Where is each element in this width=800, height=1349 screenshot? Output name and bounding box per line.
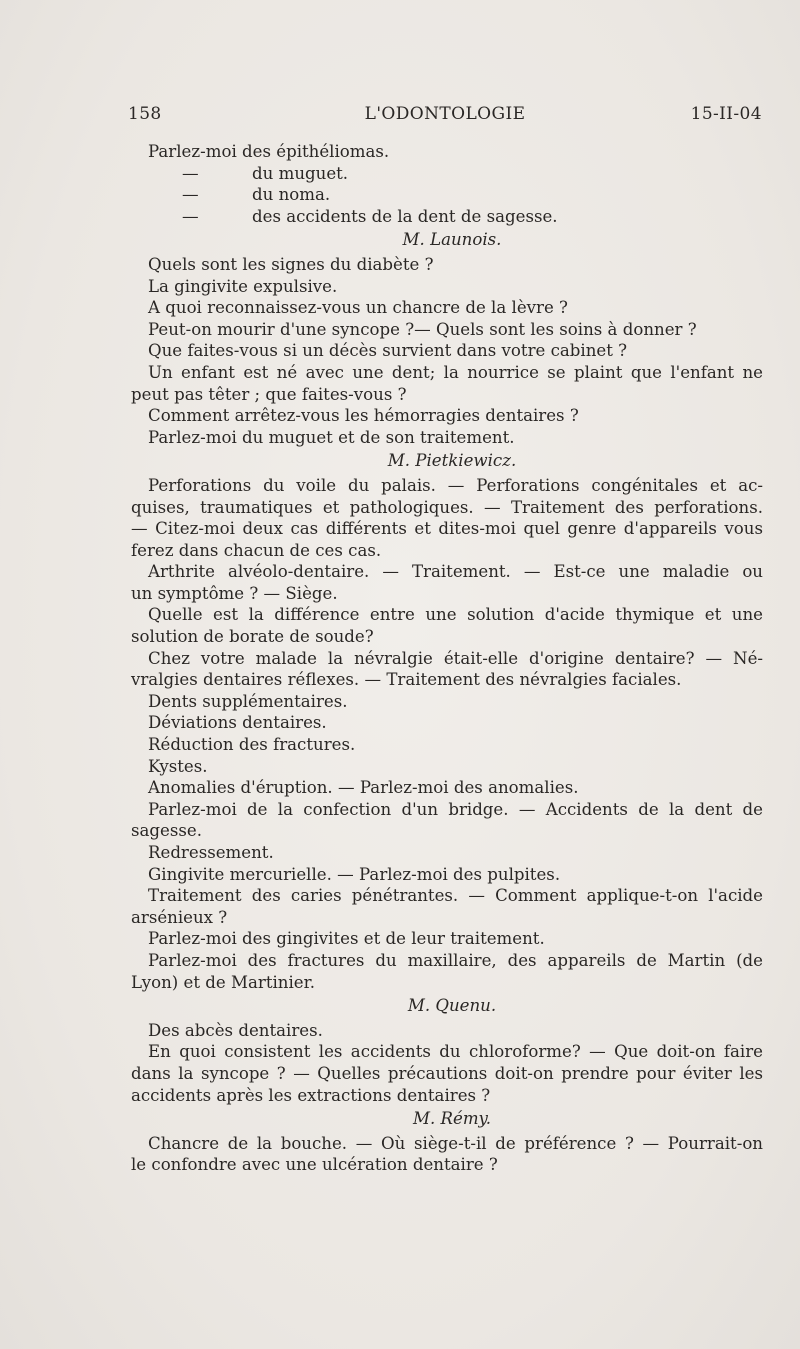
- question-line: Quels sont les signes du diabète ?: [148, 254, 434, 274]
- intro-dash-item: [131, 184, 763, 206]
- intro-dash-item: [131, 163, 763, 185]
- question-line: Réduction des fractures.: [148, 735, 356, 755]
- examiner-name: M. Launois.: [402, 230, 502, 250]
- question-line: ferez dans chacun de ces cas.: [131, 540, 382, 560]
- examiner-section: [131, 1108, 763, 1176]
- question-line: Parlez-moi de la confection d'un bridge. — Accidents de la dent de: [148, 799, 763, 819]
- question-line: accidents après les extractions dentaires ?: [131, 1085, 491, 1105]
- ditto-dash: —: [182, 206, 199, 226]
- question-line: Arthrite alvéolo-dentaire. — Traitement. — Est-ce une maladie ou: [148, 562, 763, 582]
- question-line: Peut-on mourir d'une syncope ?— Quels sont les soins à donner ?: [148, 319, 697, 339]
- intro-dash-item: [131, 206, 763, 228]
- intro-dash-text: du muguet.: [252, 163, 349, 183]
- journal-title: L'ODONTOLOGIE: [364, 104, 526, 124]
- ditto-dash: —: [182, 185, 199, 205]
- examiner-name: M. Quenu.: [407, 996, 497, 1016]
- ditto-dash: —: [182, 163, 199, 183]
- question-line: A quoi reconnaissez-vous un chancre de la lèvre ?: [148, 298, 568, 318]
- running-header: [128, 104, 762, 130]
- examiner-section: [131, 450, 763, 993]
- question-line: Dents supplémentaires.: [148, 691, 348, 711]
- question-line: vralgies dentaires réflexes. — Traitement des névralgies faciales.: [131, 670, 682, 690]
- examiner-name: M. Pietkiewicz.: [387, 451, 517, 471]
- question-line: Comment arrêtez-vous les hémorragies dentaires ?: [148, 406, 579, 426]
- page-body: [131, 141, 763, 1176]
- question-line: Traitement des caries pénétrantes. — Comment applique-t-on l'acide: [148, 886, 763, 906]
- question-line: Parlez-moi des gingivites et de leur traitement.: [148, 929, 545, 949]
- question-line: En quoi consistent les accidents du chloroforme? — Que doit-on faire: [148, 1042, 763, 1062]
- question-line: — Citez-moi deux cas différents et dites-moi quel genre d'appareils vous: [131, 519, 763, 539]
- question-line: quises, traumatiques et pathologiques. — Traitement des perforations.: [131, 497, 763, 517]
- question-line: sagesse.: [131, 821, 202, 841]
- question-line: Perforations du voile du palais. — Perforations congénitales et ac-: [148, 475, 763, 495]
- question-line: un symptôme ? — Siège.: [131, 583, 338, 603]
- issue-date: 15-II-04: [690, 104, 762, 124]
- question-line: Déviations dentaires.: [148, 713, 327, 733]
- question-line: Un enfant est né avec une dent; la nourrice se plaint que l'enfant ne: [148, 362, 763, 382]
- question-line: Parlez-moi des fractures du maxillaire, des appareils de Martin (de: [148, 950, 763, 970]
- examiner-name: M. Rémy.: [412, 1109, 492, 1129]
- examiner-section: [131, 229, 763, 448]
- question-line: Anomalies d'éruption. — Parlez-moi des anomalies.: [148, 778, 579, 798]
- question-line: solution de borate de soude?: [131, 627, 374, 647]
- question-line: Gingivite mercurielle. — Parlez-moi des pulpites.: [148, 864, 561, 884]
- question-line: arsénieux ?: [131, 907, 228, 927]
- examiner-section: [131, 995, 763, 1106]
- question-line: dans la syncope ? — Quelles précautions doit-on prendre pour éviter les: [131, 1063, 763, 1083]
- intro-dash-text: des accidents de la dent de sagesse.: [252, 206, 558, 226]
- page-number: 158: [128, 104, 162, 124]
- question-line: Chancre de la bouche. — Où siège-t-il de préférence ? — Pourrait-on: [148, 1133, 763, 1153]
- question-line: Kystes.: [148, 756, 208, 776]
- question-line: La gingivite expulsive.: [148, 276, 338, 296]
- question-line: Lyon) et de Martinier.: [131, 972, 315, 992]
- intro-first-line: Parlez-moi des épithéliomas.: [148, 142, 390, 161]
- question-line: peut pas têter ; que faites-vous ?: [131, 384, 407, 404]
- question-line: Chez votre malade la névralgie était-elle d'origine dentaire? — Né-: [148, 648, 763, 668]
- question-line: Quelle est la différence entre une solution d'acide thymique et une: [148, 605, 763, 625]
- examiner-sections: [131, 229, 763, 1176]
- question-line: le confondre avec une ulcération dentaire ?: [131, 1155, 498, 1175]
- question-line: Des abcès dentaires.: [148, 1020, 323, 1040]
- question-line: Que faites-vous si un décès survient dans votre cabinet ?: [148, 341, 628, 361]
- question-line: Redressement.: [148, 843, 274, 862]
- question-line: Parlez-moi du muguet et de son traitement.: [148, 427, 515, 447]
- intro-dash-text: du noma.: [252, 185, 331, 205]
- intro-dash-list: [131, 163, 763, 228]
